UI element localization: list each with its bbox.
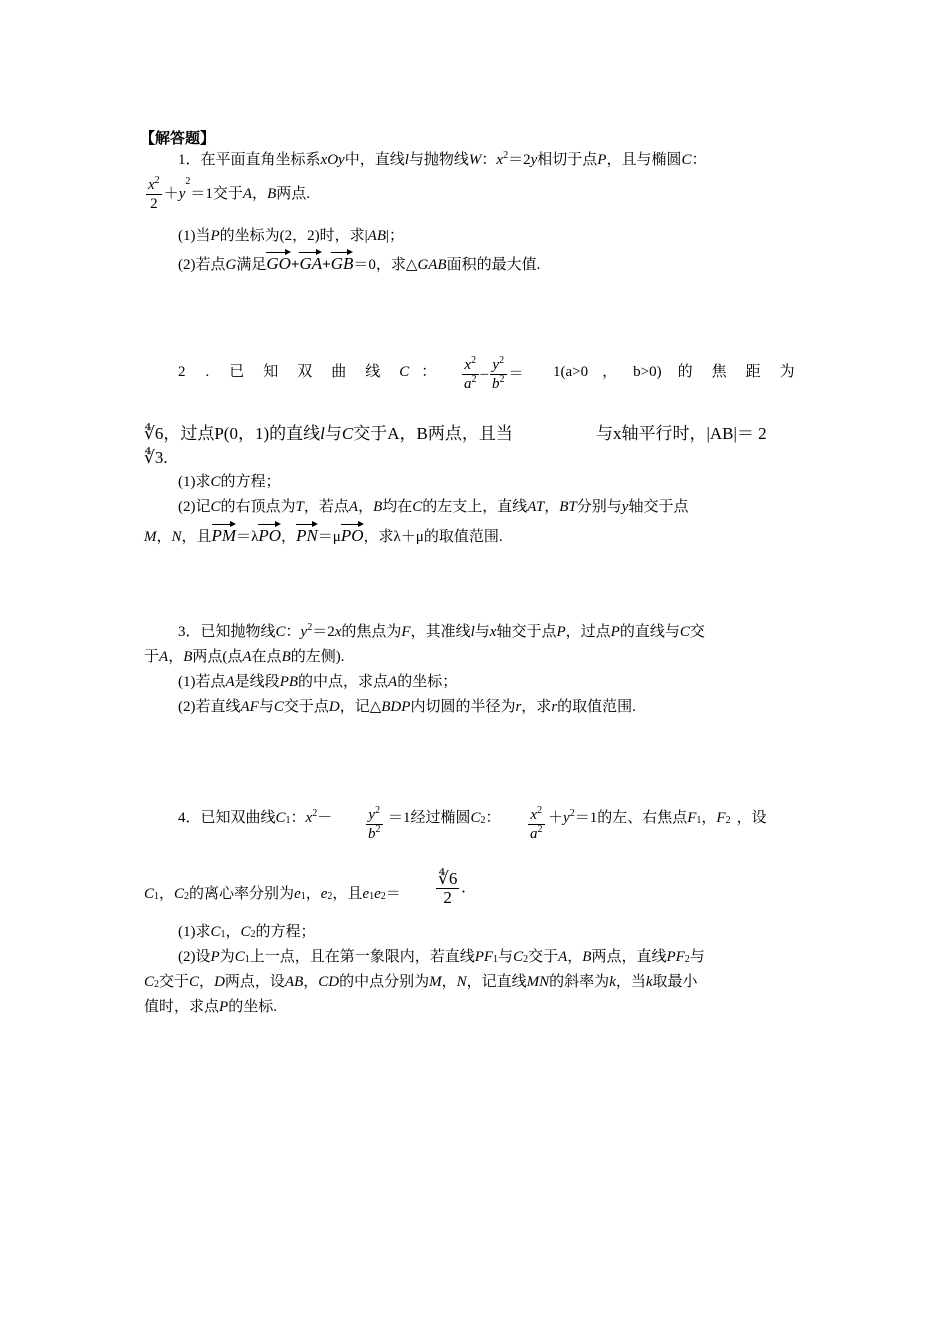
p1-var: A [242,185,253,202]
p4-var: k [645,974,653,990]
p2-text: ＝ [508,365,524,382]
p1-text: ： [481,152,497,168]
p3-text: 两点(点 [192,649,243,665]
p4-text: － [317,810,333,826]
problem-2-q1 [178,472,281,492]
p1-frac-den: 2 [146,194,162,213]
vector-PN: PN [296,522,318,546]
p4-var: C [240,924,251,940]
p4-text: 上一点，且在第一象限内，若直线 [249,949,475,965]
p1-var: P [597,152,607,168]
p3-var: A [388,674,398,690]
p1-text: 两点. [276,185,310,202]
problem-2-line-2 [144,424,513,444]
p2-text: ： [421,364,437,380]
p4-var: F [687,810,697,826]
p1-text: ， [252,185,268,202]
p2-var: x [464,357,472,373]
p3-var: C [275,624,286,640]
p4-text: ， [441,974,457,990]
p4-text: 与 [689,949,705,965]
p2-text: 与 [324,424,342,443]
p4-sub: 1 [285,815,291,826]
vector-GB: GB [331,250,354,274]
p4-text: 与 [498,949,514,965]
section-title: 【解答题】 [140,129,216,147]
p4-var: N [456,974,467,990]
p4-text: ， [305,886,321,902]
p3-var: x [334,624,342,640]
p2-frac-x: $\frac{x^2}{a^2}$ [464,355,477,392]
p2-var: C [210,499,221,515]
p1-text: (2)若点 [178,257,226,273]
p1-var: W [468,152,482,168]
p4-var: C [470,810,481,826]
p3-var: r [551,699,558,715]
p2-var: M [144,529,157,545]
p3-var: y [300,624,308,640]
p4-text: 的斜率为 [549,974,610,990]
p4-text: ＝ [385,886,401,902]
p1-text: ＝2 [508,152,531,168]
p4-fraction-y: $\frac{y^2}{b^2}$ [368,805,381,842]
p4-sqrt-icon: ∜ [438,869,449,888]
p1-var: x [148,177,155,193]
p1-var: y [178,185,186,202]
p3-var: B [183,649,193,665]
p2-text: ， [156,529,172,545]
p4-sub: 1 [220,929,226,940]
p3-var: AF [240,699,259,715]
p3-var: B [281,649,291,665]
p2-text: 1(a>0 [553,364,589,380]
p3-text: 的直线与 [619,624,680,640]
p1-text: ＋ [163,185,179,202]
p3-var: x [489,624,497,640]
problem-3-q1 [178,672,457,692]
p4-text: ，记直线 [466,974,527,990]
p4-var: D [214,974,225,990]
p3-var: A [159,649,169,665]
p4-text: ， [567,949,583,965]
p4-var: B [582,949,592,965]
p3-text: ，求 [521,699,552,715]
p2-var: A [348,499,359,515]
vector-PO: PO [341,522,364,546]
p4-var: e [320,886,328,902]
p4-text: 交于 [159,974,190,990]
problem-4-q2-line-1 [178,947,705,967]
p2-var: l [320,424,325,443]
p1-text: 的坐标为(2，2)时，求| [219,228,368,244]
p1-text: ，且与椭圆 [606,152,682,168]
p3-text: ＝2 [312,624,335,640]
p4-var: C [144,886,155,902]
p3-var: C [679,624,690,640]
p4-sub: 2 [154,979,160,990]
p4-sub: 2 [480,815,486,826]
p2-text: b>0) [633,364,662,380]
p2-text: ， [602,364,618,380]
p3-text: 是线段 [234,674,280,690]
vector-GA: GA [299,250,322,274]
p4-var: P [219,999,229,1015]
p3-text: ， [168,649,184,665]
p4-sub: 2 [184,891,190,902]
p2-text: ＝λ [236,529,259,545]
p3-var: r [515,699,522,715]
p2-var: B [373,499,383,515]
problem-2-q2-line-1 [178,497,688,517]
problem-4-q2-line-3 [144,997,277,1017]
p1-text: |； [386,228,405,244]
p3-text: 于 [144,649,160,665]
p4-text: ＝1的左、右焦点 [574,810,688,826]
p2-text: ， [281,529,297,545]
p4-var: M [429,974,442,990]
p4-var: k [609,974,616,990]
p1-text: (1)当 [178,228,211,244]
p2-text: ＝μ [317,529,341,545]
p4-text: 6 [448,869,458,888]
problem-2-cond [553,362,814,382]
p4-text: ＋ [548,810,564,826]
p2-text: . [205,364,210,380]
p3-var: BDP [381,699,411,715]
p4-sub: 1 [300,891,306,902]
problem-4-frac-y [364,806,385,843]
p4-text: ： [485,810,501,826]
p4-var: PF [666,949,685,965]
p4-text: 交于 [528,949,559,965]
problem-1-number: 1 [178,152,186,168]
p4-var: C [174,886,185,902]
p4-text: ，当 [615,974,646,990]
vector-GO: GO [266,250,291,274]
p4-text: ， [159,886,175,902]
p4-var: A [558,949,568,965]
p2-text: ， [358,499,374,515]
problem-1-line-2: $\frac{x^2}{2}$ $+y^2=1$交于A，B两点. [148,175,310,212]
p3-text: 的左侧). [290,649,345,665]
p4-sub: 1 [369,891,375,902]
p4-text: (2)设 [178,949,211,965]
p1-plus: + [322,257,331,273]
problem-2-root3 [144,448,168,468]
p4-var: CD [318,974,340,990]
p4-sub: 2 [380,891,386,902]
p2-var: C [399,364,410,380]
p2-text: 的焦距为 [677,364,814,380]
p1-var: l [404,152,409,168]
p4-text: 的方程； [255,924,316,940]
p4-var: AB [284,974,304,990]
p4-text: ， [303,974,319,990]
p3-text: (2)若直线 [178,699,241,715]
p2-var: AT [527,499,545,515]
p4-var: e [362,886,370,902]
p3-text: 的中点，求点 [298,674,389,690]
p4-text: ， [225,924,241,940]
p1-var: C [681,152,692,168]
p2-text: 轴交于点 [628,499,689,515]
p2-text: 均在 [382,499,413,515]
problem-2-number: 2 [178,364,186,380]
p2-sqrt-6: ∜ [144,424,155,443]
p1-var: B [267,185,277,202]
p3-text: 交于点 [283,699,329,715]
p4-var: C [210,924,221,940]
p3-var: C [273,699,284,715]
problem-2-hyperbola-eq [460,356,524,393]
p3-text: ： [285,624,301,640]
p4-sub: 2 [327,891,333,902]
p1-plus: + [290,257,300,273]
p4-var: PF [474,949,494,965]
p2-text: ， [544,499,560,515]
p1-var: x [496,152,504,168]
p1-var: P [210,228,220,244]
p2-text: 的左支上，直线 [422,499,528,515]
p4-text: 的坐标. [228,999,277,1015]
p3-text: 与 [258,699,274,715]
problem-4-ecc-frac [434,870,466,907]
p2-var: BT [559,499,577,515]
p3-var: D [328,699,340,715]
p4-sub: 2 [250,929,256,940]
p4-sub: 1 [493,954,499,965]
p3-text: 的焦点为 [341,624,402,640]
p1-var: y [530,152,538,168]
p2-text: ，若点 [303,499,349,515]
p4-var: P [210,949,220,965]
problem-3-q2 [178,697,636,717]
p4-text: . [461,877,466,897]
p2-text: 6，过点P(0，1)的直线 [154,424,321,443]
p4-sub: 2 [523,954,529,965]
p1-text: 与抛物线 [408,152,469,168]
problem-2-line-1 [178,362,436,382]
p3-var: A [242,649,252,665]
p1-fraction: $\frac{x^2}{2}$ [148,175,160,212]
vector-PO: PO [258,522,281,546]
p3-text: 与 [474,624,490,640]
p4-frac-den: 2 [436,888,459,907]
p4-text: ＝1经过椭圆 [388,810,471,826]
problem-1-q2 [178,250,540,275]
p2-text: (2)记 [178,499,211,515]
p2-var: N [171,529,182,545]
problem-4-q1 [178,922,316,942]
p1-text: 中，直线 [344,152,405,168]
p2-var: a [464,376,472,392]
p3-var: PB [279,674,299,690]
problem-4-line-1b [388,808,501,828]
problem-3-number: 3 [178,624,186,640]
p2-text: ，求λ＋μ的取值范围. [363,529,503,545]
p4-text: ，且 [332,886,363,902]
p1-text: ＝0，求△ [353,257,418,273]
p4-var: C [144,974,155,990]
p1-text: 满足 [236,257,267,273]
problem-4-line-1c: $+y^2=1$的左、右焦点$F_1$，$F_2$ ，设 [548,808,767,826]
p2-text: (1)求 [178,474,211,490]
p4-fraction-x: $\frac{x^2}{a^2}$ [530,805,543,842]
p4-var: C [234,949,245,965]
p3-text: ，过点 [565,624,611,640]
p1-var: G [225,257,237,273]
p2-text: – [480,365,488,382]
p4-text: ，设 [736,810,767,826]
p4-text: 两点，直线 [591,949,667,965]
p3-text: 在点 [251,649,282,665]
p2-text: 3. [154,448,168,467]
p2-var: C [210,474,221,490]
problem-4-frac-x [526,806,547,843]
p3-text: 轴交于点 [496,624,557,640]
p3-text: 的坐标； [397,674,458,690]
problem-1-line-1: 1．在平面直角坐标系xOy中，直线l与抛物线W：$x^2=2y$相切于点P，且与椭圆C： [178,150,707,168]
p2-text: 交于A，B两点，且当 [353,424,513,443]
p3-text: ，其准线 [410,624,471,640]
problem-3-line-1: 3．已知抛物线C：$y^2=2x$的焦点为F，其准线l与x轴交于点P，过点P的直线与C交 [178,622,705,640]
problem-4-number: 4 [178,810,186,826]
vector-PM: PM [212,522,237,546]
p4-var: e [374,886,381,902]
p4-var: e [294,886,301,902]
p3-var: P [556,624,566,640]
p2-text: ，且 [181,529,212,545]
p4-var: b [368,826,376,842]
p1-text: ： [691,152,707,168]
p4-text: 值时，求点 [144,999,220,1015]
p3-var: A [225,674,235,690]
p4-sub: 1 [154,891,160,902]
problem-3-line-2 [144,647,344,667]
p4-text: ： [290,810,306,826]
p2-text: 已知双曲线 [229,364,400,380]
p4-var: MN [526,974,550,990]
p3-var: P [610,624,620,640]
p4-var: y [563,810,570,826]
p3-text: 交 [689,624,705,640]
p3-var: l [470,624,475,640]
p3-text: (1)若点 [178,674,226,690]
p4-sub: 1 [244,954,250,965]
p1-text: 面积的最大值. [446,257,541,273]
p2-var: y [492,357,500,373]
p4-var: y [368,807,376,823]
p4-text: ， [701,810,717,826]
problem-2-q2-line-2 [144,522,503,547]
p2-var: T [295,499,304,515]
p4-text: 的中点分别为 [339,974,430,990]
p1-var: AB [367,228,386,244]
p2-var: C [341,424,354,443]
p4-text: ， [199,974,215,990]
p3-text: 内切圆的半径为 [410,699,516,715]
p2-text: 分别与 [576,499,622,515]
p4-var: C [513,949,524,965]
p4-text: (1)求 [178,924,211,940]
problem-2-line-2b [596,424,767,444]
p1-text: 相切于点 [537,152,598,168]
p1-text: ＝1交于 [190,185,243,202]
p4-text: 为 [219,949,235,965]
p4-text: 两点，设 [224,974,285,990]
p2-var: y [621,499,629,515]
p2-text: 的右顶点为 [220,499,296,515]
p1-coord: xOy [320,152,345,168]
p4-var: x [530,807,538,823]
p1-text: 在平面直角坐标系 [200,152,321,168]
problem-4-line-2 [144,884,401,904]
p4-text: 的离心率分别为 [189,886,295,902]
p1-var: GAB [417,257,447,273]
p4-sub: 1 [696,815,702,826]
p4-fraction-sqrt6 [436,870,459,907]
p2-text: 的方程； [220,474,281,490]
p4-text: 取最小 [652,974,698,990]
p4-var: F [716,810,726,826]
p2-frac-y: $\frac{y^2}{b^2}$ [492,355,505,392]
p4-sub: 2 [684,954,690,965]
problem-4-q2-line-2 [144,972,698,992]
p2-var: C [412,499,423,515]
p4-var: x [305,810,313,826]
p3-text: ．已知抛物线 [185,624,276,640]
p2-var: b [492,376,500,392]
p4-sub: 2 [725,815,731,826]
p3-text: ，记△ [339,699,382,715]
p4-text: ．已知双曲线 [185,810,276,826]
problem-1-q1 [178,226,404,246]
p4-var: C [275,810,286,826]
p2-text: 与x轴平行时，|AB|＝ 2 [596,424,767,443]
p4-var: a [530,826,538,842]
p2-sqrt-3: ∜ [144,448,155,467]
problem-4-line-1a: 4．已知双曲线$C_1$：$x^2-$ [178,808,333,826]
p4-var: C [189,974,200,990]
p3-var: F [401,624,411,640]
p3-text: 的取值范围. [557,699,636,715]
